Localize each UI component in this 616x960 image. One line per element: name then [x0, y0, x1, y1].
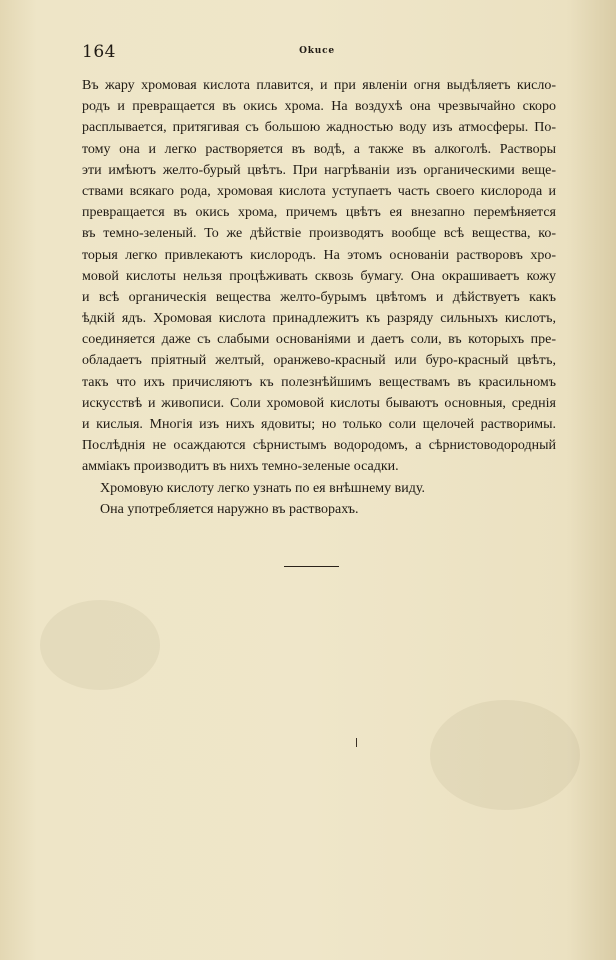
text-line: мовой кислоты нельзя процѣживать сквозь бумагу. Она окрашиваетъ кожу: [82, 268, 556, 284]
text-line: ѣдкій ядъ. Хромовая кислота принадлежитъ къ разряду сильныхъ кислотъ,: [82, 311, 556, 327]
running-head-title: Okuce: [299, 46, 335, 56]
section-divider: [284, 566, 339, 567]
text-line: такъ что ихъ причисляютъ къ полезнѣйшимъ веществамъ въ красильномъ: [82, 374, 556, 390]
text-line: въ темно-зеленый. То же дѣйствіе производятъ вообще всѣ вещества, ко-: [82, 226, 556, 242]
body-text: [82, 75, 556, 520]
text-line: соединяется даже съ слабыми основаніями и даетъ соли, въ которыхъ пре-: [82, 332, 556, 348]
text-line: и всѣ органическія вещества желто-бурымъ цвѣтомъ и дѣйствуетъ какъ: [82, 289, 556, 305]
running-head: [82, 42, 552, 64]
text-line: эти имѣютъ желто-бурый цвѣтъ. При нагрѣваніи изъ органическими веще-: [82, 162, 556, 178]
page-number: 164: [82, 42, 116, 62]
paper-stain: [40, 600, 160, 690]
text-line: обладаетъ пріятный желтый, оранжево-красный или буро-красный цвѣтъ,: [82, 353, 556, 369]
ink-speck: [356, 738, 357, 747]
text-line: искусствѣ и живописи. Соли хромовой кислоты бываютъ основныя, среднія: [82, 395, 556, 411]
paper-stain: [430, 700, 580, 810]
text-line: ствами всякаго рода, хромовая кислота уступаетъ часть своего кислорода и: [82, 183, 556, 199]
paragraph: Она употребляется наружно въ растворахъ.: [100, 501, 359, 517]
text-line: аммiакъ производитъ въ нихъ темно-зеленые осадки.: [82, 459, 399, 475]
text-line: и кислыя. Многія изъ нихъ ядовиты; но только соли щелочей растворимы.: [82, 417, 556, 432]
text-line: превращается въ окись хрома, причемъ цвѣтъ ея внезапно перемѣняется: [82, 205, 556, 221]
text-line: расплывается, притягивая съ большою жадностью воду изъ атмосферы. По-: [82, 120, 556, 136]
text-line: Послѣднія не осаждаются сѣрнистымъ водородомъ, а сѣрнистоводородный: [82, 438, 556, 454]
text-line: Въ жару хромовая кислота плавится, и при явленіи огня выдѣляетъ кисло-: [82, 78, 556, 93]
text-line: торыя легко привлекаютъ кислородъ. На этомъ основаніи растворовъ хро-: [82, 247, 556, 263]
text-line: тому она и легко растворяется въ водѣ, а также въ алкоголѣ. Растворы: [82, 141, 556, 157]
paragraph: Хромовую кислоту легко узнать по ея внѣшнему виду.: [100, 480, 425, 496]
text-line: родъ и превращается въ окись хрома. На воздухѣ она чрезвычайно скоро: [82, 99, 556, 115]
